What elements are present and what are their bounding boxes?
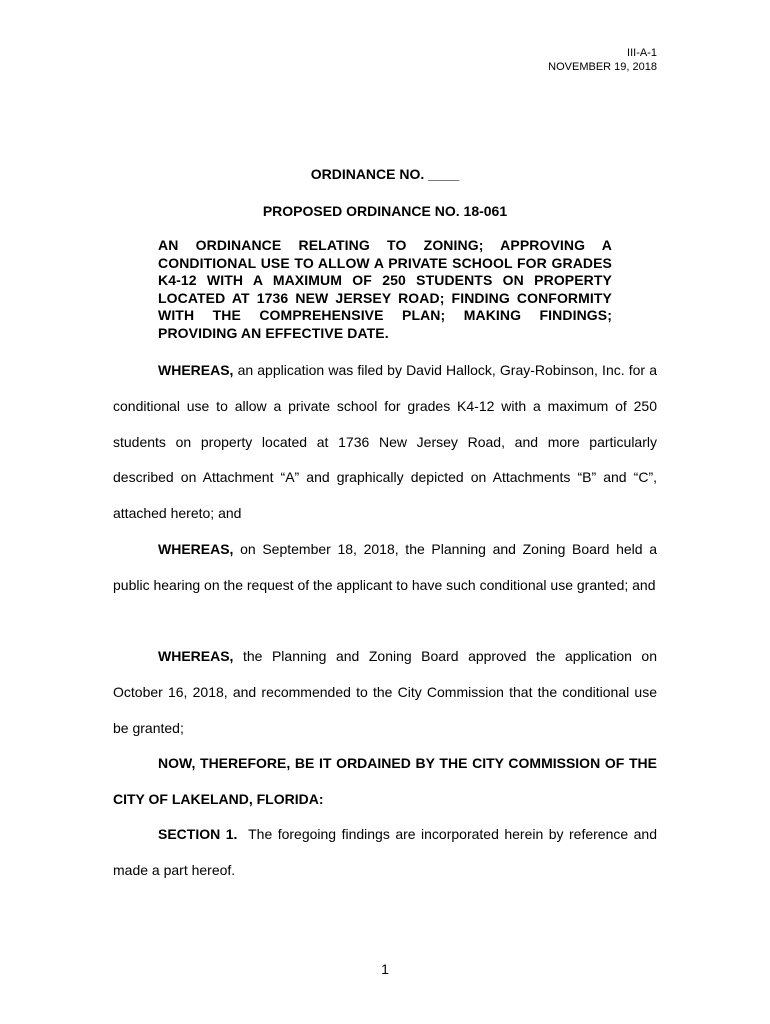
page-header (548, 46, 657, 74)
paragraph-text: on September 18, 2018, the Planning and Zoning Board held a public hearing on the request of the applicant to have such conditional use granted; and (113, 541, 657, 593)
paragraph-text: The foregoing findings are incorporated herein by reference and made a part hereof. (113, 826, 661, 878)
section-1-paragraph (113, 817, 661, 889)
page-number: 1 (381, 961, 389, 977)
ordinance-number-title: ORDINANCE NO. ____ (310, 166, 460, 182)
whereas-paragraph-2 (113, 532, 657, 604)
paragraph-lead: NOW, THEREFORE, BE IT ORDAINED BY THE CITY COMMISSION OF THE CITY OF LAKELAND, FLORIDA: (113, 755, 657, 807)
paragraph-lead: WHEREAS, (158, 541, 234, 557)
paragraph-text: an application was filed by David Hallock, Gray-Robinson, Inc. for a conditional use to allow a private school for grades K4-12 with a maximum of 250 students on property located at 1736 New Jersey Road, and more particularly described on Attachment “A” and graphically depicted on Attachments “B” and “C”, attached hereto; and (113, 362, 657, 522)
agenda-reference: III-A-1 (627, 47, 657, 59)
paragraph-lead: WHEREAS, (158, 648, 234, 664)
ordinance-caption: AN ORDINANCE RELATING TO ZONING; APPROVING A CONDITIONAL USE TO ALLOW A PRIVATE SCHOOL FOR GRADES K4-12 WITH A MAXIMUM OF 250 STUDENTS ON PROPERTY LOCATED AT 1736 NEW JERSEY ROAD; FINDING CONFORMITY WITH THE COMPREHENSIVE PLAN; MAKING FINDINGS; PROVIDING AN EFFECTIVE DATE. (158, 237, 612, 341)
section-heading: SECTION 1. (158, 826, 238, 842)
whereas-paragraph-1 (113, 353, 657, 532)
proposed-ordinance-number: PROPOSED ORDINANCE NO. 18-061 (262, 203, 508, 219)
enacting-clause (113, 746, 657, 818)
paragraph-lead: WHEREAS, (158, 362, 234, 378)
whereas-paragraph-3 (113, 639, 657, 746)
header-date: NOVEMBER 19, 2018 (548, 61, 657, 73)
paragraph-text: the Planning and Zoning Board approved the application on October 16, 2018, and recommended to the City Commission that the conditional use be granted; (113, 648, 657, 736)
